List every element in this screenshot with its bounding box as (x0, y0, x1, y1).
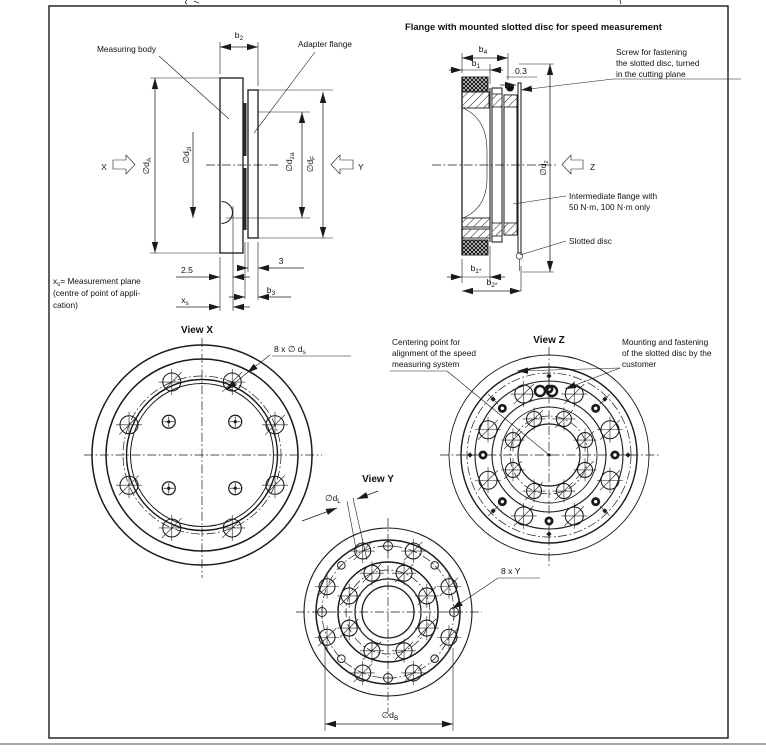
mounting-label: of the slotted disc by the (622, 348, 712, 358)
screw-label: Screw for fastening (616, 47, 688, 57)
dim-xs-text: $x_s$ (181, 295, 189, 308)
fastening-point-symbol (498, 497, 507, 506)
dim-dL-text: $\emptyset d_L$ (325, 493, 341, 506)
dim-0_3-text: 0.3 (515, 66, 527, 76)
view-x-title: View X (180, 325, 214, 336)
dim-dza-text: $\emptyset d_{za}$ (284, 152, 297, 172)
gap-strip (244, 103, 247, 156)
screw-symbol (162, 415, 175, 428)
centering-point-label: measuring system (392, 359, 460, 369)
screw-label: in the cutting plane (616, 69, 686, 79)
dim-dz-text: $\emptyset d_z$ (538, 160, 551, 176)
dim-dF-text: $\emptyset d_F$ (305, 155, 318, 173)
gap-strip (244, 168, 247, 230)
adapter-flange-label: Adapter flange (298, 39, 352, 49)
view-z-letter: Z (590, 162, 596, 172)
fastening-point-symbol (545, 517, 554, 526)
fastening-point-symbol (591, 404, 600, 413)
intermediate-flange-label: Intermediate flange with (569, 191, 658, 201)
dim-b1star-text: $b_{1*}$ (470, 263, 482, 276)
centering-point-label: alignment of the speed (392, 348, 476, 358)
screw-symbol (229, 482, 242, 495)
screw-symbol (162, 482, 175, 495)
dim-b3-text: $b_3$ (266, 285, 276, 298)
mounting-label: Mounting and fastening (622, 337, 709, 347)
dim-2_5-text: 2.5 (181, 265, 193, 275)
screw-symbol (229, 415, 242, 428)
fastening-point-symbol (479, 451, 488, 460)
dim-b4-text: $b_4$ (478, 44, 488, 57)
fastening-point-symbol (591, 497, 600, 506)
view-z-title: View Z (533, 335, 565, 346)
fastening-point-symbol (498, 404, 507, 413)
screw-label: the slotted disc, turned (616, 58, 700, 68)
bolt-holes-label: 8 x ∅ $d_s$ (274, 344, 306, 357)
dim-b2star-text: $b_{2*}$ (486, 277, 498, 290)
view-y-title: View Y (362, 474, 394, 485)
figure-heading: Flange with mounted slotted disc for speed measurement (405, 21, 662, 32)
view-y-letter: Y (358, 162, 364, 172)
dim-dzi-text: $\emptyset d_{zi}$ (181, 146, 194, 164)
dim-dB-text: $\emptyset d_B$ (381, 710, 399, 723)
measurement-plane-note: (centre of point of appli- (53, 288, 141, 298)
dim-b2-text: $b_2$ (234, 30, 244, 43)
fastening-point-symbol (611, 451, 620, 460)
dim-dA-text: $\emptyset d_A$ (141, 157, 154, 175)
measurement-plane-note: $x_s=$ Measurement plane (53, 276, 141, 289)
y-holes-label: 8 x Y (501, 566, 521, 576)
measuring-body-label: Measuring body (97, 44, 157, 54)
dim-b1-text: $b_1$ (471, 58, 481, 71)
intermediate-flange-label: 50 N·m, 100 N·m only (569, 202, 651, 212)
slotted-disc-label: Slotted disc (569, 236, 612, 246)
centering-point-label: Centering point for (392, 337, 461, 347)
mounting-label: customer (622, 359, 657, 369)
view-x-letter: X (101, 162, 107, 172)
dim-3-text: 3 (278, 256, 284, 266)
measurement-plane-note: cation) (53, 300, 78, 310)
